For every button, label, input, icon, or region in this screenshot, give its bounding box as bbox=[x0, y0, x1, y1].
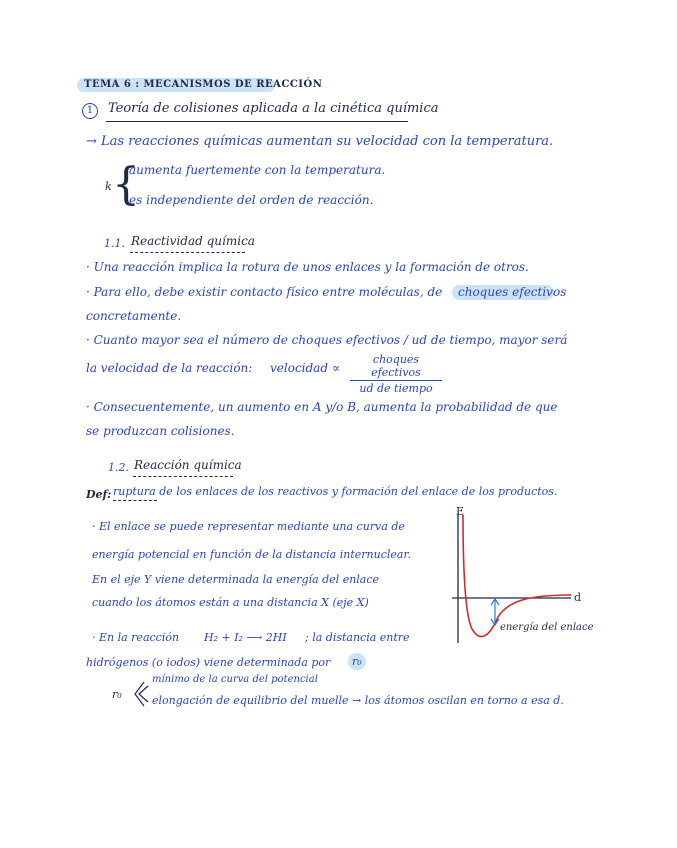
r0-inline: r₀ bbox=[352, 655, 362, 668]
highlighted-term: choques efectivos bbox=[458, 285, 567, 299]
bond-line-2: energía potencial en función de la distancia internuclear. bbox=[92, 548, 411, 561]
r0-item-2: elongación de equilibrio del muelle → los átomos oscilan en torno a esa d. bbox=[152, 694, 564, 707]
r0-item-1: mínimo de la curva del potencial bbox=[152, 674, 318, 685]
hydrogen-line: hidrógenos (o iodos) viene determinada por bbox=[86, 656, 331, 669]
reaction-line-prefix: · En la reacción bbox=[92, 631, 180, 644]
bond-line-4: cuando los átomos están a una distancia X (eje X) bbox=[92, 596, 369, 609]
reaction-line-suffix: ; la distancia entre bbox=[305, 631, 410, 644]
k-brace: { bbox=[112, 159, 140, 210]
definition-text: ruptura de los enlaces de los reactivos y formación del enlace de los productos. bbox=[113, 485, 558, 498]
reactivity-line-5: la velocidad de la reacción: bbox=[86, 361, 253, 375]
subsection-1-2-number: 1.2. bbox=[108, 461, 129, 474]
subsection-1-1-number: 1.1. bbox=[104, 237, 125, 250]
graph-x-label: d bbox=[574, 591, 582, 604]
formula-denominator: ud de tiempo bbox=[359, 382, 433, 395]
k-label: k bbox=[105, 180, 112, 193]
reactivity-line-2: · Para ello, debe existir contacto físico entre moléculas, de bbox=[86, 285, 443, 299]
section-1-heading: Teoría de colisiones aplicada a la cinética química bbox=[108, 101, 439, 116]
fraction-bar bbox=[350, 380, 442, 381]
graph-annotation: energía del enlace bbox=[500, 622, 594, 633]
reactivity-line-1: · Una reacción implica la rotura de unos enlaces y la formación de otros. bbox=[86, 260, 529, 274]
r0-label: r₀ bbox=[112, 688, 122, 701]
formula-numerator: choques efectivos bbox=[371, 353, 421, 379]
k-item-1: aumenta fuertemente con la temperatura. bbox=[129, 163, 386, 177]
subsection-1-1-heading: Reactividad química bbox=[131, 234, 255, 248]
page-title: TEMA 6 : MECANISMOS DE REACCIÓN bbox=[84, 79, 323, 90]
r0-brace bbox=[130, 680, 150, 708]
section-number-badge: 1 bbox=[82, 103, 98, 119]
temperature-line: → Las reacciones químicas aumentan su velocidad con la temperatura. bbox=[86, 134, 554, 149]
formula-lhs: velocidad ∝ bbox=[270, 361, 340, 375]
subsection-1-2-underline bbox=[133, 476, 233, 477]
reactivity-line-7: se produzcan colisiones. bbox=[86, 424, 235, 438]
reactivity-line-3: concretamente. bbox=[86, 309, 182, 323]
reactivity-line-6: · Consecuentemente, un aumento en A y/o B, aumenta la probabilidad de que bbox=[86, 400, 558, 414]
definition-label: Def: bbox=[86, 488, 112, 501]
bond-line-1: · El enlace se puede representar mediante una curva de bbox=[92, 520, 405, 533]
subsection-1-1-underline bbox=[130, 252, 245, 253]
reaction-equation: H₂ + I₂ ⟶ 2HI bbox=[204, 631, 287, 644]
formula-fraction bbox=[350, 353, 442, 395]
potential-curve bbox=[463, 515, 571, 637]
subsection-1-2-heading: Reacción química bbox=[134, 458, 242, 472]
section-1-underline bbox=[106, 121, 408, 122]
reactivity-line-4: · Cuanto mayor sea el número de choques efectivos / ud de tiempo, mayor será bbox=[86, 333, 568, 347]
k-item-2: es independiente del orden de reacción. bbox=[129, 193, 374, 207]
ruptura-underline bbox=[113, 500, 157, 501]
bond-line-3: En el eje Y viene determinada la energía del enlace bbox=[92, 573, 380, 586]
graph-y-label: E bbox=[456, 505, 465, 518]
